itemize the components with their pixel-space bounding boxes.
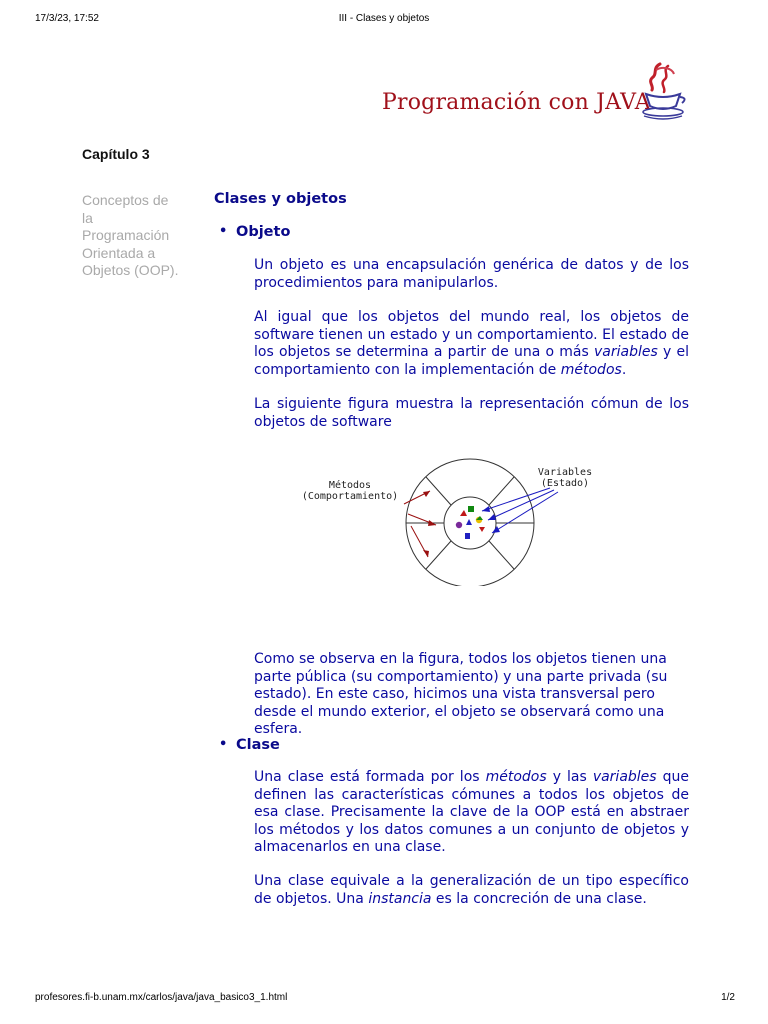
text-run: que definen las características cómunes a todos los objetos de esa clase. Precisamente la clave de la OOP está en abstraer los métodos y los datos comunes a un conjunto de objetos y almacenarlos en una clase. (254, 769, 689, 855)
divider-line (489, 477, 514, 505)
java-cup-icon (638, 60, 688, 120)
print-page-number: 1/2 (721, 992, 735, 1003)
chapter-heading: Capítulo 3 (82, 146, 150, 162)
bullet-objeto: • Objeto (236, 224, 290, 240)
text-run: y las (546, 769, 593, 785)
variable-shape (468, 506, 474, 512)
emphasis-metodos: métodos (485, 769, 547, 785)
emphasis-variables: variables (594, 344, 658, 360)
objeto-paragraph-2 (254, 309, 689, 379)
clase-paragraph-2 (254, 873, 689, 908)
emphasis-metodos: métodos (560, 361, 622, 378)
text-run: . (621, 361, 627, 378)
variable-arrow (492, 492, 558, 533)
emphasis-variables: variables (592, 769, 657, 785)
variable-shape (479, 527, 485, 532)
objeto-paragraph-1: Un objeto es una encapsulación genérica de datos y de los procedimientos para manipularlos. (254, 257, 689, 291)
label-variables-sub: (Estado) (540, 478, 590, 489)
text-run: Al igual que los objetos del mundo real, los objetos de software tienen un estado y un comportamiento. El estado de los objetos se determina a partir de una o más (254, 309, 689, 360)
divider-line (426, 541, 451, 569)
label-variables: Variables (537, 467, 593, 478)
print-url: profesores.fi-b.unam.mx/carlos/java/java_basico3_1.html (35, 992, 288, 1003)
sidenav-link[interactable]: Conceptos de la Programación Orientada a Objetos (OOP). (82, 192, 179, 278)
text-run: Una clase está formada por los (254, 769, 486, 785)
emphasis-instancia: instancia (368, 890, 432, 907)
variable-shape (466, 519, 472, 525)
variable-shape (460, 510, 467, 516)
objeto-paragraph-4: Como se observa en la figura, todos los objetos tienen una parte pública (su comportamiento) y una parte privada (su estado). En este caso, hicimos una vista transversal pero desde el mundo exterior, el objeto se observará como una esfera. (254, 651, 668, 737)
bullet-clase: • Clase (236, 737, 280, 753)
objeto-paragraph-3: La siguiente figura muestra la representación cómun de los objetos de software (254, 396, 689, 430)
print-date: 17/3/23, 17:52 (35, 13, 99, 24)
text-run: Una clase equivale a la generalización de un tipo específico de objetos. Una (254, 873, 689, 907)
clase-paragraph-1 (254, 769, 689, 857)
text-run: y el comportamiento con la implementación de (254, 344, 689, 378)
banner-title: Programación con JAVA (382, 90, 651, 115)
print-title: III - Clases y objetos (338, 13, 430, 24)
arrowhead (423, 550, 429, 557)
object-diagram (296, 456, 612, 586)
text-run: es la concreción de una clase. (431, 890, 647, 907)
variable-shape (456, 522, 462, 528)
banner (380, 60, 700, 130)
label-methods: Métodos (328, 480, 372, 491)
arrowhead (482, 506, 490, 512)
divider-line (489, 541, 514, 569)
variable-shape (465, 533, 470, 539)
label-methods-sub: (Comportamiento) (301, 491, 399, 502)
section-title: Clases y objetos (214, 191, 347, 207)
